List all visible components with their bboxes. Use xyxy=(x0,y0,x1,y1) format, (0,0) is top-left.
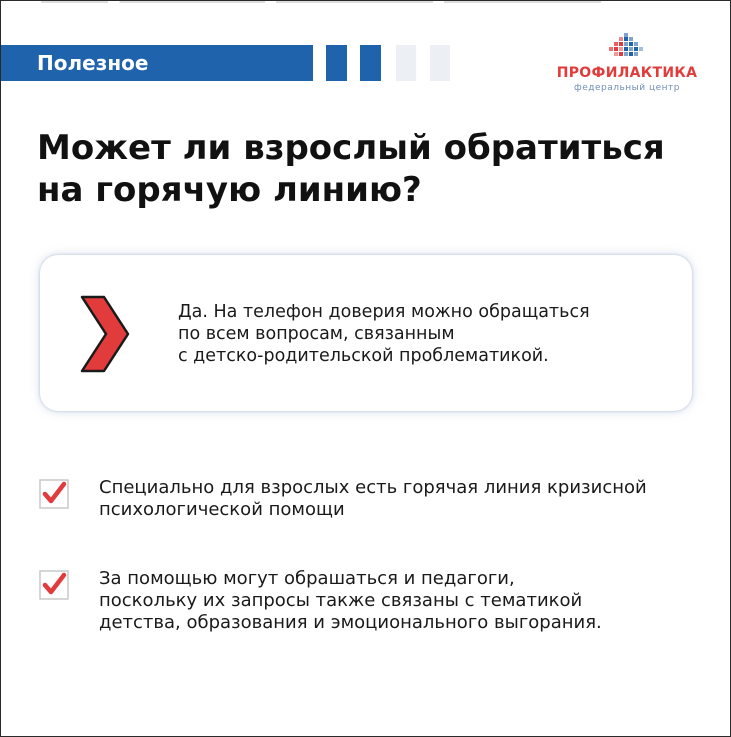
checklist-line: психологической помощи xyxy=(99,499,345,520)
checklist-line: Специально для взрослых есть горячая линия кризисной xyxy=(99,477,647,498)
banner-stripe xyxy=(430,45,450,81)
checklist-text xyxy=(99,568,731,634)
answer-line: по всем вопросам, связанным xyxy=(178,324,455,344)
profilaktika-logo xyxy=(549,33,705,95)
checklist-text xyxy=(99,477,731,521)
banner-stripe xyxy=(396,45,416,81)
banner-stripe xyxy=(360,45,381,81)
red-chevron-icon xyxy=(80,295,130,373)
category-label: Полезное xyxy=(37,51,149,75)
checklist-line: За помощью могут обрашаться и педагоги, xyxy=(99,568,515,589)
answer-line: Да. На телефон доверия можно обращаться xyxy=(178,302,590,322)
checkmark-icon xyxy=(39,570,69,600)
banner-stripe xyxy=(326,45,347,81)
cropped-text-fragment xyxy=(41,0,601,3)
title-line: на горячую линию? xyxy=(37,170,422,210)
page-title xyxy=(37,127,717,211)
answer-line: с детско-родительской проблематикой. xyxy=(178,346,549,366)
title-line: Может ли взрослый обратиться xyxy=(37,128,665,168)
checkmark-icon xyxy=(39,479,69,509)
checklist-line: поскольку их запросы также связаны с тематикой xyxy=(99,590,583,611)
logo-name: ПРОФИЛАКТИКА xyxy=(556,65,698,81)
logo-grid-icon xyxy=(609,33,645,61)
category-banner xyxy=(1,45,313,81)
checklist-line: детства, образования и эмоционального выгорания. xyxy=(99,612,602,633)
answer-card xyxy=(40,255,692,411)
logo-subtitle: федеральный центр xyxy=(574,83,680,93)
answer-text xyxy=(178,301,678,367)
